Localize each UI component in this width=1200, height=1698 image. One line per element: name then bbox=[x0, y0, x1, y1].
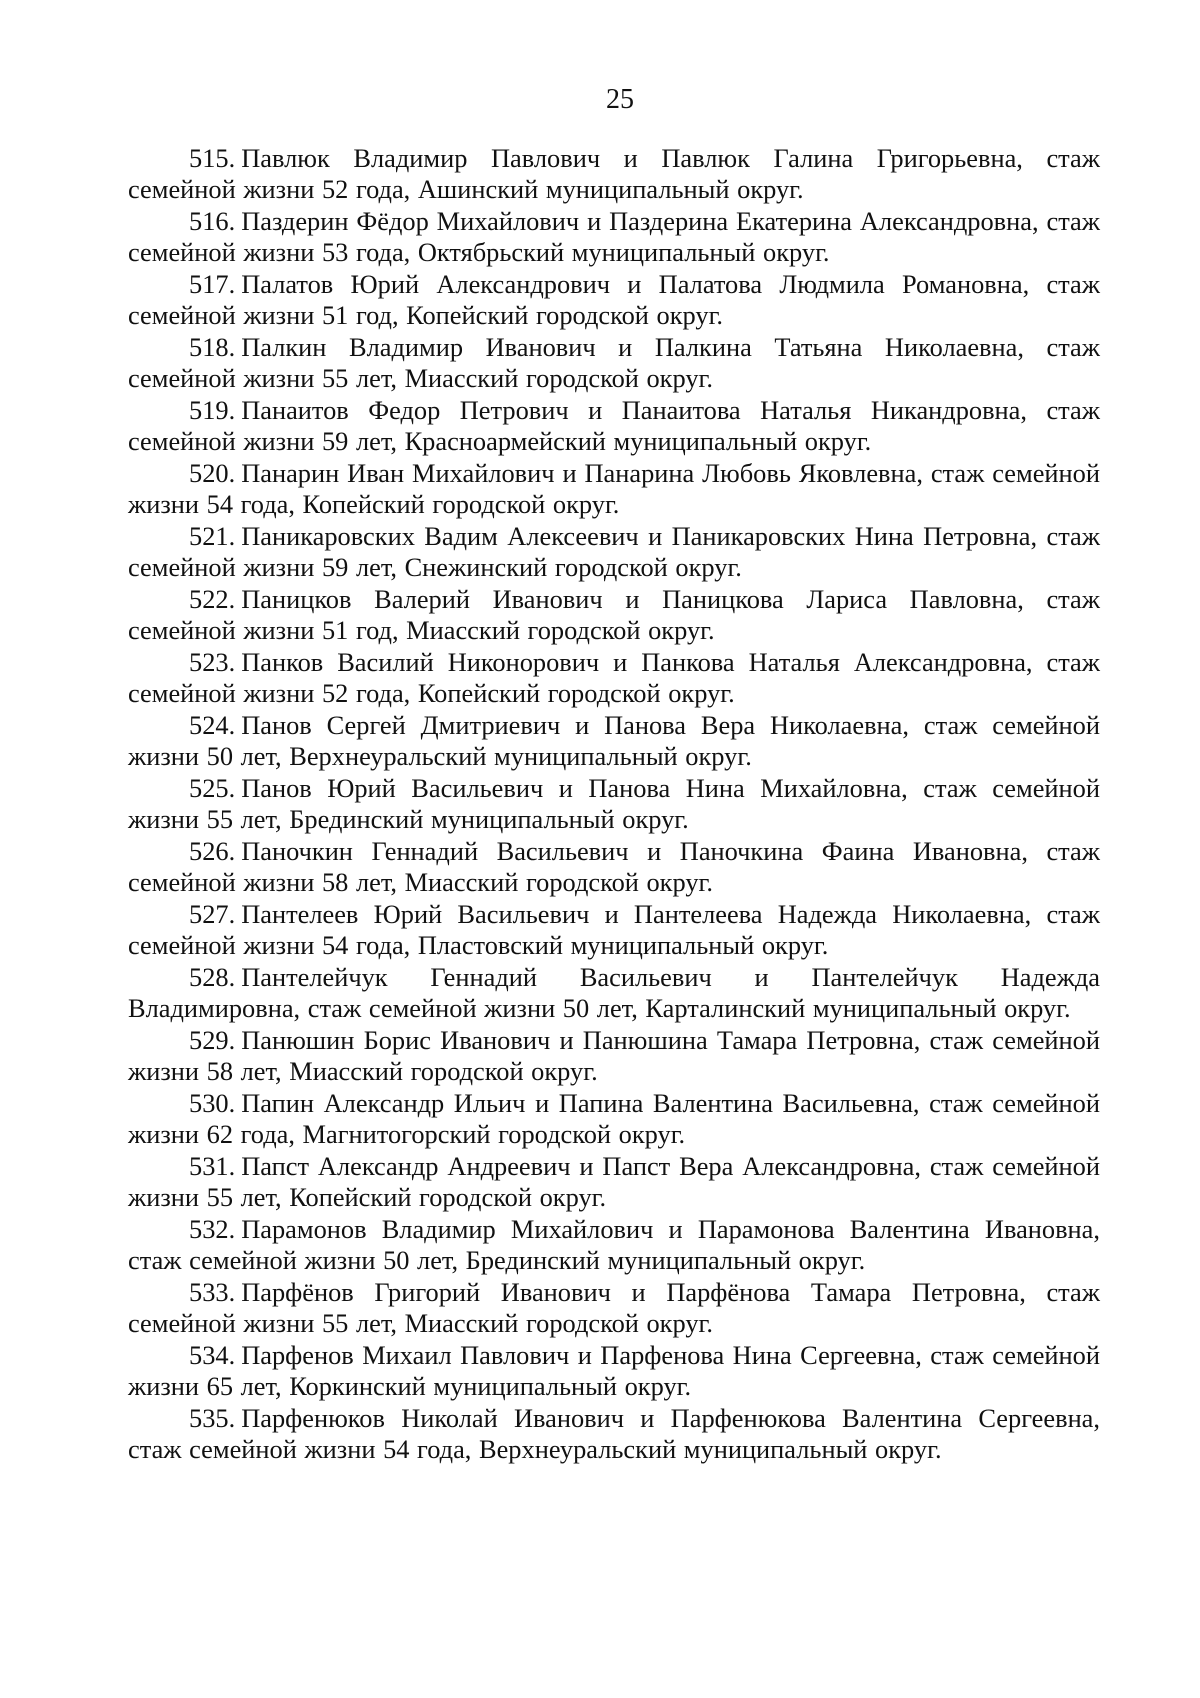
list-item bbox=[128, 395, 1100, 457]
list-item bbox=[128, 1214, 1100, 1276]
item-text: Парфёнов Григорий Иванович и Парфёнова Тамара Петровна, стаж семейной жизни 55 лет, Миасский городской округ. bbox=[128, 1277, 1100, 1338]
item-text: Палатов Юрий Александрович и Палатова Людмила Романовна, стаж семейной жизни 51 год, Копейский городской округ. bbox=[128, 269, 1100, 330]
list-item bbox=[128, 773, 1100, 835]
item-number: 517. bbox=[189, 269, 236, 299]
item-text: Паницков Валерий Иванович и Паницкова Лариса Павловна, стаж семейной жизни 51 год, Миасский городской округ. bbox=[128, 584, 1100, 645]
list-item bbox=[128, 899, 1100, 961]
item-number: 530. bbox=[189, 1088, 236, 1118]
item-number: 533. bbox=[189, 1277, 236, 1307]
item-number: 520. bbox=[189, 458, 236, 488]
item-text: Панюшин Борис Иванович и Панюшина Тамара Петровна, стаж семейной жизни 58 лет, Миасский городской округ. bbox=[128, 1025, 1100, 1086]
item-number: 523. bbox=[189, 647, 236, 677]
item-text: Палкин Владимир Иванович и Палкина Татьяна Николаевна, стаж семейной жизни 55 лет, Миасский городской округ. bbox=[128, 332, 1100, 393]
list-item bbox=[128, 521, 1100, 583]
item-number: 532. bbox=[189, 1214, 236, 1244]
list-item bbox=[128, 836, 1100, 898]
item-number: 524. bbox=[189, 710, 236, 740]
item-text: Парфенов Михаил Павлович и Парфенова Нина Сергеевна, стаж семейной жизни 65 лет, Коркинский муниципальный округ. bbox=[128, 1340, 1100, 1401]
item-number: 525. bbox=[189, 773, 236, 803]
list-item bbox=[128, 647, 1100, 709]
list-item bbox=[128, 962, 1100, 1024]
item-number: 529. bbox=[189, 1025, 236, 1055]
list-item bbox=[128, 458, 1100, 520]
list-item bbox=[128, 332, 1100, 394]
item-text: Панов Сергей Дмитриевич и Панова Вера Николаевна, стаж семейной жизни 50 лет, Верхнеуральский муниципальный округ. bbox=[128, 710, 1100, 771]
list-item bbox=[128, 584, 1100, 646]
item-number: 518. bbox=[189, 332, 236, 362]
item-number: 521. bbox=[189, 521, 236, 551]
award-list bbox=[128, 143, 1100, 1466]
item-text: Пантелеев Юрий Васильевич и Пантелеева Надежда Николаевна, стаж семейной жизни 54 года, Пластовский муниципальный округ. bbox=[128, 899, 1100, 960]
item-number: 515. bbox=[189, 143, 236, 173]
item-text: Панов Юрий Васильевич и Панова Нина Михайловна, стаж семейной жизни 55 лет, Брединский муниципальный округ. bbox=[128, 773, 1100, 834]
item-text: Паникаровских Вадим Алексеевич и Паникаровских Нина Петровна, стаж семейной жизни 59 лет, Снежинский городской округ. bbox=[128, 521, 1100, 582]
list-item bbox=[128, 143, 1100, 205]
item-text: Панарин Иван Михайлович и Панарина Любовь Яковлевна, стаж семейной жизни 54 года, Копейский городской округ. bbox=[128, 458, 1100, 519]
item-text: Павлюк Владимир Павлович и Павлюк Галина Григорьевна, стаж семейной жизни 52 года, Ашинский муниципальный округ. bbox=[128, 143, 1100, 204]
item-text: Папин Александр Ильич и Папина Валентина Васильевна, стаж семейной жизни 62 года, Магнитогорский городской округ. bbox=[128, 1088, 1100, 1149]
list-item bbox=[128, 1403, 1100, 1465]
list-item bbox=[128, 1025, 1100, 1087]
list-item bbox=[128, 269, 1100, 331]
item-text: Панаитов Федор Петрович и Панаитова Наталья Никандровна, стаж семейной жизни 59 лет, Красноармейский муниципальный округ. bbox=[128, 395, 1100, 456]
item-text: Панков Василий Никонорович и Панкова Наталья Александровна, стаж семейной жизни 52 года, Копейский городской округ. bbox=[128, 647, 1100, 708]
item-number: 527. bbox=[189, 899, 236, 929]
page-number: 25 bbox=[606, 84, 634, 115]
list-item bbox=[128, 1088, 1100, 1150]
item-text: Парамонов Владимир Михайлович и Парамонова Валентина Ивановна, стаж семейной жизни 50 лет, Брединский муниципальный округ. bbox=[128, 1214, 1100, 1275]
item-number: 531. bbox=[189, 1151, 236, 1181]
list-item bbox=[128, 710, 1100, 772]
item-number: 526. bbox=[189, 836, 236, 866]
item-number: 522. bbox=[189, 584, 236, 614]
item-text: Паночкин Геннадий Васильевич и Паночкина Фаина Ивановна, стаж семейной жизни 58 лет, Миасский городской округ. bbox=[128, 836, 1100, 897]
list-item bbox=[128, 1151, 1100, 1213]
item-number: 528. bbox=[189, 962, 236, 992]
list-item bbox=[128, 1340, 1100, 1402]
item-number: 534. bbox=[189, 1340, 236, 1370]
list-item bbox=[128, 206, 1100, 268]
list-item bbox=[128, 1277, 1100, 1339]
item-text: Папст Александр Андреевич и Папст Вера Александровна, стаж семейной жизни 55 лет, Копейский городской округ. bbox=[128, 1151, 1100, 1212]
item-text: Парфенюков Николай Иванович и Парфенюкова Валентина Сергеевна, стаж семейной жизни 54 года, Верхнеуральский муниципальный округ. bbox=[128, 1403, 1100, 1464]
item-text: Пантелейчук Геннадий Васильевич и Пантелейчук Надежда Владимировна, стаж семейной жизни 50 лет, Карталинский муниципальный округ. bbox=[128, 962, 1100, 1023]
item-text: Паздерин Фёдор Михайлович и Паздерина Екатерина Александровна, стаж семейной жизни 53 года, Октябрьский муниципальный округ. bbox=[128, 206, 1100, 267]
item-number: 516. bbox=[189, 206, 236, 236]
item-number: 519. bbox=[189, 395, 236, 425]
item-number: 535. bbox=[189, 1403, 236, 1433]
